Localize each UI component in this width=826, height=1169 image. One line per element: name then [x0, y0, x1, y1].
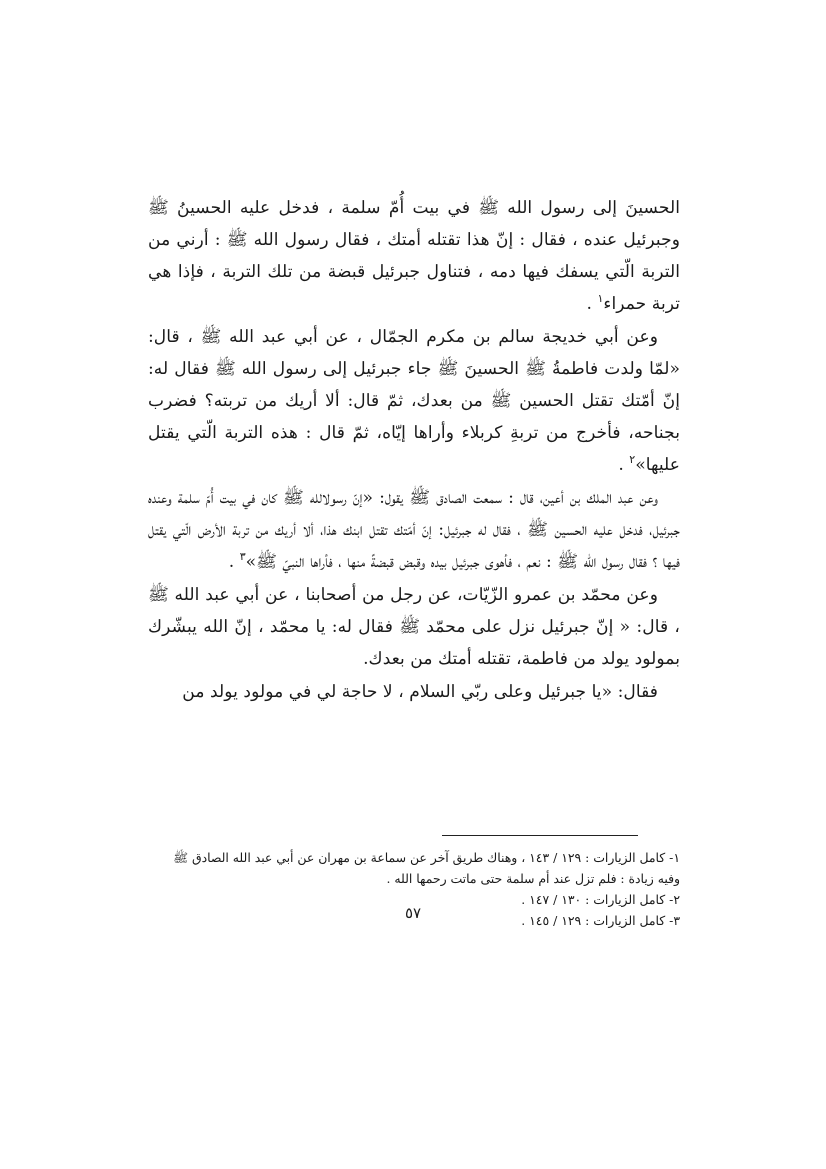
page-number: ٥٧ [404, 904, 422, 922]
footnote-2: ٢- كامل الزيارات : ١٣٠ / ١٤٧ . [521, 892, 680, 907]
paragraph-2 [148, 321, 680, 481]
paragraph-3 [148, 482, 680, 578]
footnote-ref-2: ٢ [629, 453, 636, 466]
paragraph-5 [148, 676, 680, 708]
paragraph-1-text: الحسينَ إلى رسول الله ﷺ في بيت أُمّ سلمة ، فدخل عليه الحسينُ ﷺ وجبرئيل عنده ، فقال : إنّ هذا تقتله أمتك ، فقال رسول الله ﷺ : أرني من التربة الّتي يسفك فيها دمه ، فتناول جبرئيل قبضة من تلك التربة ، فإذا هي تربة حمراء [148, 198, 680, 314]
footnote-ref-1: ١ [597, 292, 604, 305]
paragraph-2-tail: . [618, 455, 630, 475]
main-text [148, 192, 680, 709]
paragraph-4 [148, 579, 680, 675]
footnote-ref-3: ٣ [239, 550, 246, 563]
paragraph-1 [148, 192, 680, 320]
footnote-1: ١- كامل الزيارات : ١٢٩ / ١٤٣ ، وهناك طريق آخر عن سماعة بن مهران عن أبي عبد الله الصادق ﷺ وفيه زيادة : فلم تزل عند أم سلمة حتى ماتت رحمها الله . [173, 850, 680, 886]
footnote-separator [442, 835, 638, 836]
footnote-3: ٣- كامل الزيارات : ١٢٩ / ١٤٥ . [521, 913, 680, 928]
paragraph-1-tail: . [586, 294, 598, 314]
paragraph-3-tail: . [228, 552, 240, 572]
paragraph-4-text: وعن محمّد بن عمرو الزّيّات، عن رجل من أصحابنا ، عن أبي عبد الله ﷺ ، قال: « إنّ جبرئيل نزل على محمّد ﷺ فقال له: يا محمّد ، إنّ الله يبشّرك بمولود يولد من فاطمة، تقتله أمتك من بعدك. [148, 585, 680, 669]
paragraph-5-text: فقال: «يا جبرئيل وعلى ربّي السلام ، لا حاجة لي في مولود يولد من [182, 682, 658, 702]
paragraph-3-text: وعن عبد الملك بن أعين، قال : سمعت الصادق ﷺ يقول: «إنّ رسولالله ﷺ كان في بيت أُمّ سلمة وعنده جبرئيل، فدخل عليه الحسين ﷺ ، فقال له جبرئيل: إنّ أمّتك تقتل ابنك هذا، ألا أريك من تربة الأرض الّتي يقتل فيها ؟ فقال رسول الله ﷺ : نعم ، فأهوى جبرئيل بيده وقبض قبضةً منها ، فأراها النبيّ ﷺ» [148, 488, 680, 572]
paragraph-2-text: وعن أبي خديجة سالم بن مكرم الجمّال ، عن أبي عبد الله ﷺ ، قال: «لمّا ولدت فاطمةُ ﷺ الحسينَ ﷺ جاء جبرئيل إلى رسول الله ﷺ فقال له: إنّ أمّتك تقتل الحسين ﷺ من بعدك، ثمّ قال: ألا أريك من تربته؟ فضرب بجناحه، فأخرج من تربةِ كربلاء وأراها إيّاه، ثمّ قال : هذه التربة الّتي يقتل عليها» [148, 327, 680, 475]
